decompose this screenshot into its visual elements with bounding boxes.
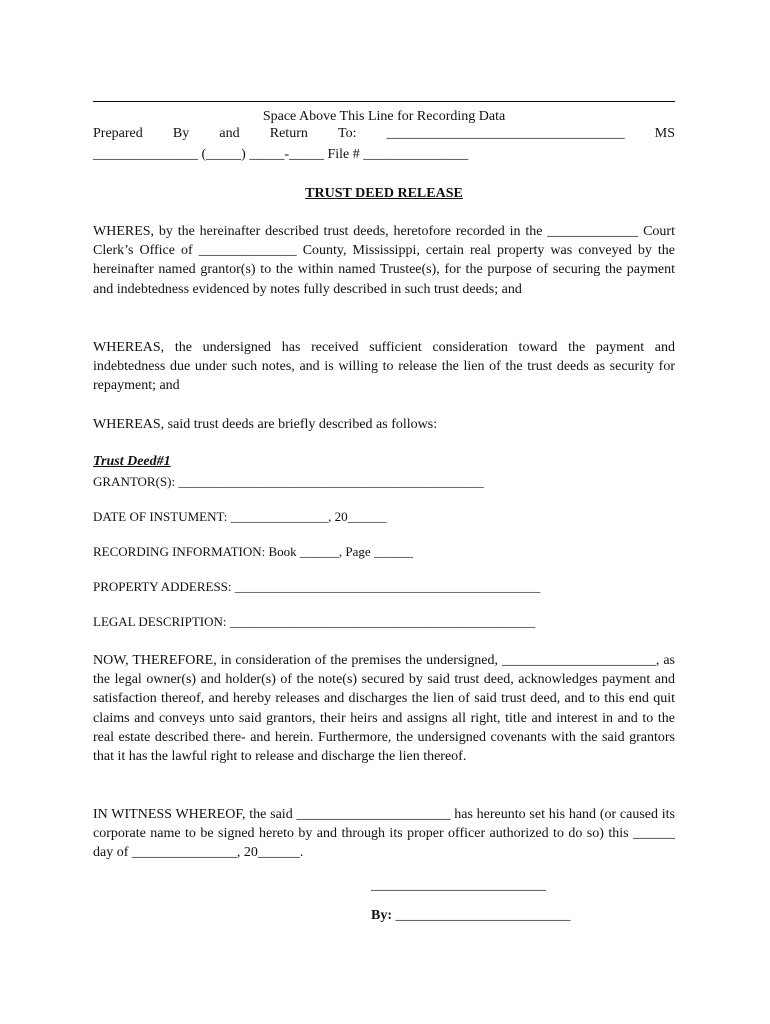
prepared-by-line bbox=[93, 126, 675, 142]
date-of-instrument-field[interactable]: DATE OF INSTUMENT: _______________, 20______ bbox=[93, 509, 387, 524]
prepared-word: Prepared bbox=[93, 126, 143, 141]
paragraph-whereas-3: WHEREAS, said trust deeds are briefly described as follows: bbox=[93, 417, 438, 432]
by-blank[interactable]: _________________________ bbox=[392, 908, 571, 923]
document-title: TRUST DEED RELEASE bbox=[305, 186, 463, 201]
prepared-blank[interactable]: __________________________________ bbox=[386, 126, 625, 141]
paragraph-now-therefore: NOW, THEREFORE, in consideration of the premises the undersigned, ______________________, as the legal owner(s) and holder(s) of the note(s) secured by said trust deed, acknowledges payment and satisfaction thereof, and hereby releases and discharges the lien of said trust deed, and to this end quit claims and conveys unto said grantors, their heirs and assigns all right, title and interest in and to the real estate described there- and herein. Furthermore, the undersigned covenants with the said grantors that it has the lawful right to release and discharge the lien thereof. bbox=[93, 653, 675, 765]
signature-line[interactable]: _________________________ bbox=[371, 878, 546, 893]
recording-information-field[interactable]: RECORDING INFORMATION: Book ______, Page ______ bbox=[93, 544, 413, 559]
paragraph-in-witness: IN WITNESS WHEREOF, the said ______________________ has hereunto set his hand (or caused its corporate name to be signed hereto by and through its proper officer authorized to do so) this ______ day of _______________, 20______. bbox=[93, 807, 675, 861]
prepared-word: By bbox=[172, 126, 190, 141]
paragraph-whereas-1: WHERES, by the hereinafter described trust deeds, heretofore recorded in the _____________ Court Clerk’s Office of ______________ County, Mississippi, certain real property was conveyed by the hereinafter named grantor(s) to the within named Trustee(s), for the purpose of securing the payment and indebtedness evidenced by notes fully described in such trust deeds; and bbox=[93, 224, 675, 297]
paragraph-whereas-2: WHEREAS, the undersigned has received sufficient consideration toward the payment and indebtedness due under such notes, and is willing to release the lien of the trust deeds as security for repayment; and bbox=[93, 340, 675, 394]
recording-space-rule bbox=[93, 101, 675, 102]
signature-by-line[interactable] bbox=[371, 907, 571, 925]
by-label: By: bbox=[371, 908, 392, 923]
prepared-by-line-2[interactable]: _______________ (_____) _____-_____ File # _______________ bbox=[93, 147, 469, 162]
prepared-state: MS bbox=[654, 126, 675, 141]
trust-deed-heading: Trust Deed#1 bbox=[93, 454, 171, 469]
recording-note: Space Above This Line for Recording Data bbox=[262, 109, 506, 124]
prepared-word: and bbox=[219, 126, 240, 141]
prepared-word: To: bbox=[338, 126, 357, 141]
prepared-word: Return bbox=[269, 126, 308, 141]
grantor-field[interactable]: GRANTOR(S): _______________________________________________ bbox=[93, 474, 484, 489]
legal-description-field[interactable]: LEGAL DESCRIPTION: _______________________________________________ bbox=[93, 614, 536, 629]
property-address-field[interactable]: PROPERTY ADDERESS: _______________________________________________ bbox=[93, 579, 541, 594]
